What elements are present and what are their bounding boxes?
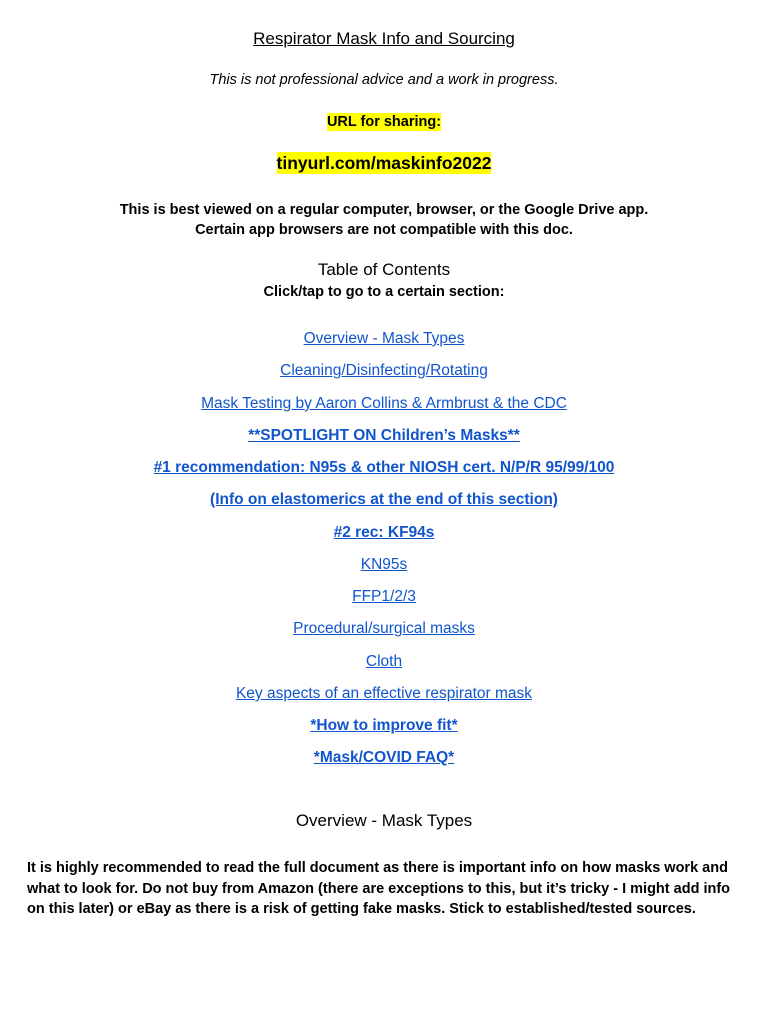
url-label-text: URL for sharing: xyxy=(326,114,442,130)
share-url xyxy=(0,155,768,173)
toc-item xyxy=(0,654,768,670)
toc-item xyxy=(0,363,768,379)
toc-link-cloth[interactable]: Cloth xyxy=(365,653,403,670)
section-heading-text: Overview - Mask Types xyxy=(295,811,473,830)
section-heading-overview xyxy=(0,812,768,829)
document-title xyxy=(0,30,768,47)
toc-item xyxy=(0,460,768,476)
viewing-note-line-1: This is best viewed on a regular computer, browser, or the Google Drive app. xyxy=(119,202,649,218)
toc-subheading-text: Click/tap to go to a certain section: xyxy=(263,284,505,300)
overview-paragraph: It is highly recommended to read the full document as there is important info on how masks work and what to look for. Do not buy from Amazon (there are exceptions to this, but it’s tricky - I might add info on this later) or eBay as there is a risk of getting fake masks. Stick to established/tested sources. xyxy=(27,860,731,917)
toc-link-ffp[interactable]: FFP1/2/3 xyxy=(352,588,416,605)
toc-subheading xyxy=(0,285,768,300)
toc-item xyxy=(0,428,768,444)
toc-link-faq[interactable]: *Mask/COVID FAQ* xyxy=(313,749,455,766)
toc-item xyxy=(0,492,768,508)
disclaimer xyxy=(0,73,768,88)
share-url-text: tinyurl.com/maskinfo2022 xyxy=(276,153,492,173)
toc-heading xyxy=(0,261,768,278)
toc-link-overview[interactable]: Overview - Mask Types xyxy=(303,330,465,347)
toc-item xyxy=(0,331,768,347)
toc-link-n95[interactable]: #1 recommendation: N95s & other NIOSH cert. N/P/R 95/99/100 xyxy=(153,459,615,476)
toc-link-improve-fit[interactable]: *How to improve fit* xyxy=(310,717,458,734)
toc-item xyxy=(0,589,768,605)
toc-item xyxy=(0,750,768,766)
disclaimer-text: This is not professional advice and a work in progress. xyxy=(209,72,559,88)
toc-item xyxy=(0,396,768,412)
toc-item xyxy=(0,686,768,702)
viewing-note xyxy=(0,200,768,241)
toc-link-key-aspects[interactable]: Key aspects of an effective respirator mask xyxy=(235,685,533,702)
toc-link-childrens-masks[interactable]: **SPOTLIGHT ON Children’s Masks** xyxy=(248,427,520,444)
toc-link-cleaning[interactable]: Cleaning/Disinfecting/Rotating xyxy=(280,362,488,379)
toc-item xyxy=(0,557,768,573)
toc-link-mask-testing[interactable]: Mask Testing by Aaron Collins & Armbrust & the CDC xyxy=(201,395,567,412)
toc-heading-text: Table of Contents xyxy=(317,260,451,279)
toc-link-kn95[interactable]: KN95s xyxy=(360,556,408,573)
toc-item xyxy=(0,718,768,734)
toc-link-kf94[interactable]: #2 rec: KF94s xyxy=(333,524,435,541)
toc-link-surgical[interactable]: Procedural/surgical masks xyxy=(293,620,475,637)
viewing-note-line-2: Certain app browsers are not compatible with this doc. xyxy=(195,222,573,239)
document-title-text: Respirator Mask Info and Sourcing xyxy=(253,29,515,48)
url-label xyxy=(0,115,768,130)
toc-item xyxy=(0,621,768,637)
toc-item xyxy=(0,525,768,541)
toc-link-elastomerics[interactable]: (Info on elastomerics at the end of this section) xyxy=(210,491,558,508)
